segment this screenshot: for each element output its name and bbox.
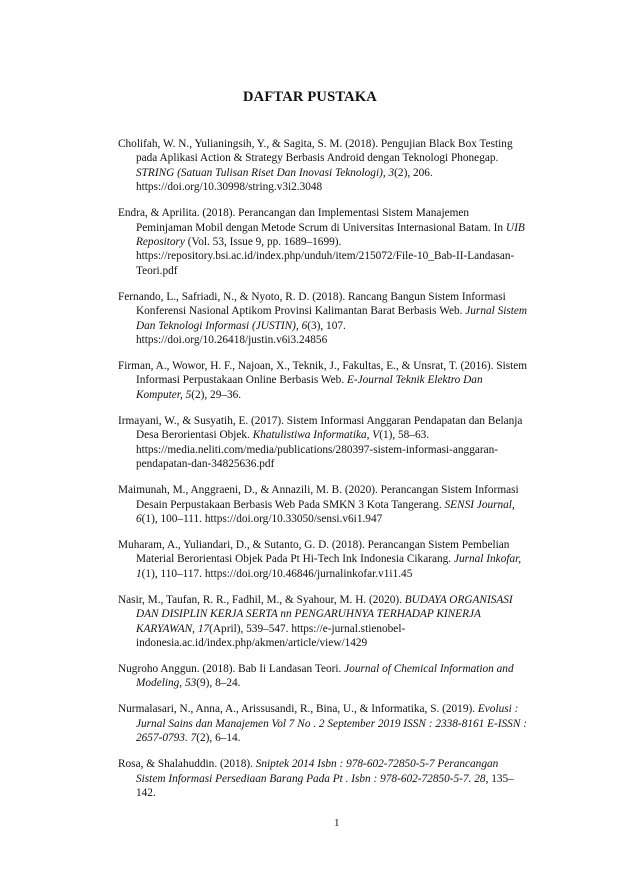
reference-source: STRING (Satuan Tulisan Riset Dan Inovasi Teknologi) [136, 166, 383, 179]
reference-details: (9), 8–24. [196, 677, 241, 690]
reference-volume: , 53 [179, 677, 197, 690]
reference-details: (April), 539–547. https://e-jurnal.stienobel-indonesia.ac.id/index.php/akmen/article/view/1429 [136, 622, 406, 649]
reference-source: BUDAYA ORGANISASI DAN DISIPLIN KERJA SERTA nn PENGARUHNYA TERHADAP KINERJA KARYAWAN [136, 593, 513, 635]
reference-entry [118, 483, 528, 526]
reference-text: Muharam, A., Yuliandari, D., & Sutanto, G. D. (2018). Perancangan Sistem Pembelian Material Berorientasi Objek Pada Pt Hi-Tech Ink Indonesia Cikarang. [118, 538, 510, 566]
reference-source: E-Journal Teknik Elektro Dan Komputer [136, 374, 483, 401]
reference-volume: , 6 [295, 319, 308, 332]
reference-source: Jurnal Inkofar [453, 553, 519, 566]
reference-details: (Vol. 53, Issue 9, pp. 1689–1699). https://repository.bsi.ac.id/index.php/unduh/item/215072/File-10_Bab-II-Landasan-Teori.pdf [136, 236, 515, 277]
reference-entry [118, 359, 528, 402]
reference-entry [118, 206, 528, 278]
reference-entry [118, 662, 528, 691]
reference-details: (3), 107. https://doi.org/10.26418/justin.v6i3.24856 [136, 319, 346, 347]
reference-text: Maimunah, M., Anggraeni, D., & Annazili, M. B. (2020). Perancangan Sistem Informasi Desain Perpustakaan Berbasis Web Pada SMKN 3 Kota Tangerang. [118, 484, 519, 511]
reference-list [118, 137, 528, 812]
reference-volume: . 7 [184, 732, 197, 745]
reference-text: Irmayani, W., & Susyatih, E. (2017). Sistem Informasi Anggaran Pendapatan dan Belanja Desa Berorientasi Objek. [118, 414, 523, 442]
reference-source: Khatulistiwa Informatika [252, 429, 367, 442]
reference-entry [118, 757, 528, 800]
reference-entry [118, 593, 528, 651]
reference-volume: , 5 [179, 388, 192, 401]
reference-source: Journal of Chemical Information and Modeling [136, 662, 514, 690]
reference-volume: , 6 [136, 498, 515, 525]
reference-details: (1), 100–111. https://doi.org/10.33050/sensi.v6i1.947 [141, 512, 383, 525]
reference-details: (2), 206. https://doi.org/10.30998/string.v3i2.3048 [136, 166, 433, 194]
reference-source: Sniptek 2014 Isbn : 978-602-72850-5-7 Perancangan Sistem Informasi Persediaan Barang Pada Pt . Isbn : 978-602-72850-5-7 [136, 758, 499, 785]
reference-volume: , 17 [192, 622, 210, 635]
reference-details: (2), 6–14. [196, 732, 241, 745]
reference-source: UIB Repository [136, 221, 525, 249]
reference-source: Evolusi : Jurnal Sains dan Manajemen Vol 7 No . 2 September 2019 ISSN : 2338-8161 E-ISSN : 2657-0793 [136, 703, 527, 745]
reference-entry [118, 137, 528, 195]
reference-volume: . 28 [468, 772, 486, 785]
reference-entry [118, 414, 528, 472]
reference-details: , 135–142. [136, 772, 514, 799]
page-title: DAFTAR PUSTAKA [243, 89, 377, 105]
reference-source: Jurnal Sistem Dan Teknologi Informasi (JUSTIN) [136, 305, 528, 332]
reference-details: (1), 110–117. https://doi.org/10.46846/jurnalinkofar.v1i1.45 [141, 567, 413, 580]
reference-entry [118, 702, 528, 745]
reference-text: Cholifah, W. N., Yulianingsih, Y., & Sagita, S. M. (2018). Pengujian Black Box Testing pada Aplikasi Action & Strategy Berbasis Android dengan Teknologi Phonegap. [118, 138, 513, 165]
page-number: 1 [334, 817, 340, 829]
reference-volume: , V [366, 429, 380, 442]
reference-text: Nasir, M., Taufan, R. R., Fadhil, M., & Syahour, M. H. (2020). [118, 593, 405, 606]
reference-volume: , 3 [382, 166, 395, 179]
reference-details: (2), 29–36. [191, 388, 242, 401]
reference-entry [118, 290, 528, 348]
reference-text: Nurmalasari, N., Anna, A., Arissusandi, R., Bina, U., & Informatika, S. (2019). [118, 703, 478, 716]
reference-text: Endra, & Aprilita. (2018). Perancangan dan Implementasi Sistem Manajemen Peminjaman Mobil dengan Metode Scrum di Universitas Internasional Batam. In [118, 207, 506, 234]
reference-text: Fernando, L., Safriadi, N., & Nyoto, R. D. (2018). Rancang Bangun Sistem Informasi Konferensi Nasional Aptikom Provinsi Kalimantan Barat Berbasis Web. [118, 290, 506, 318]
reference-text: Firman, A., Wowor, H. F., Najoan, X., Teknik, J., Fakultas, E., & Unsrat, T. (2016). Sistem Informasi Perpustakaan Online Berbasis Web. [118, 360, 528, 387]
reference-text: Rosa, & Shalahuddin. (2018). [118, 758, 256, 771]
reference-source: SENSI Journal [444, 498, 512, 511]
reference-text: Nugroho Anggun. (2018). Bab Ii Landasan Teori. [118, 662, 345, 675]
reference-details: (1), 58–63. https://media.neliti.com/media/publications/280397-sistem-informasi-anggaran-pendapatan-dan-34825636.pdf [136, 429, 499, 471]
reference-entry [118, 538, 528, 581]
reference-volume: , 1 [136, 553, 522, 580]
